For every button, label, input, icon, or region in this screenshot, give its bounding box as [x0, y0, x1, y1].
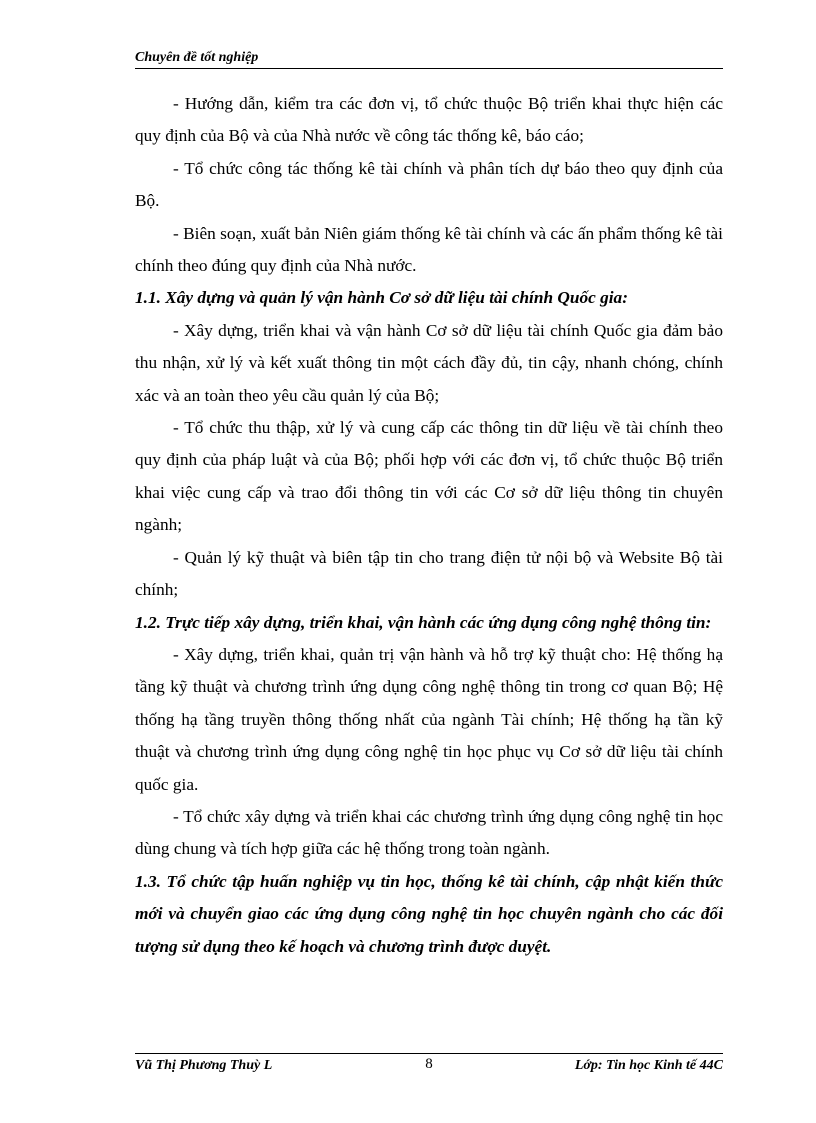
footer-author: Vũ Thị Phương Thuỳ L [135, 1058, 273, 1073]
section-heading: 1.2. Trực tiếp xây dựng, triển khai, vận hành các ứng dụng công nghệ thông tin: [135, 612, 712, 632]
page-number: 8 [425, 1056, 433, 1072]
page-content [135, 88, 723, 963]
header-title: Chuyên đề tốt nghiệp [135, 50, 259, 65]
section-heading: 1.3. Tổ chức tập huấn nghiệp vụ tin học, thống kê tài chính, cập nhật kiến thức mới và chuyển giao các ứng dụng công nghệ tin học chuyên ngành cho các đối tượng sử dụng theo kế hoạch và chương trình được duyệt. [135, 871, 723, 956]
paragraph: - Xây dựng, triển khai, quản trị vận hành và hỗ trợ kỹ thuật cho: Hệ thống hạ tầng kỹ thuật và chương trình ứng dụng công nghệ thông tin trong cơ quan Bộ; Hệ thống hạ tầng truyền thông thống nhất của ngành Tài chính; Hệ thống hạ tần kỹ thuật và chương trình ứng dụng công nghệ tin học phục vụ Cơ sở dữ liệu tài chính quốc gia. [135, 644, 723, 794]
section-heading: 1.1. Xây dựng và quản lý vận hành Cơ sở dữ liệu tài chính Quốc gia: [135, 288, 628, 308]
paragraph: - Xây dựng, triển khai và vận hành Cơ sở dữ liệu tài chính Quốc gia đảm bảo thu nhận, xử lý và kết xuất thông tin một cách đầy đủ, tin cậy, nhanh chóng, chính xác và an toàn theo yêu cầu quản lý của Bộ; [135, 320, 723, 405]
page-header [135, 48, 723, 69]
paragraph: - Quản lý kỹ thuật và biên tập tin cho trang điện tử nội bộ và Website Bộ tài chính; [135, 547, 723, 600]
paragraph: - Tổ chức công tác thống kê tài chính và phân tích dự báo theo quy định của Bộ. [135, 158, 723, 211]
paragraph: - Biên soạn, xuất bản Niên giám thống kê tài chính và các ấn phẩm thống kê tài chính theo đúng quy định của Nhà nước. [135, 223, 723, 276]
paragraph: - Hướng dẫn, kiểm tra các đơn vị, tổ chức thuộc Bộ triển khai thực hiện các quy định của Bộ và của Nhà nước về công tác thống kê, báo cáo; [135, 94, 723, 146]
footer-class: Lớp: Tin học Kinh tế 44C [574, 1058, 723, 1073]
paragraph: - Tổ chức xây dựng và triển khai các chương trình ứng dụng công nghệ tin học dùng chung và tích hợp giữa các hệ thống trong toàn ngành. [135, 806, 723, 859]
page-footer [135, 1053, 723, 1078]
paragraph: - Tổ chức thu thập, xử lý và cung cấp các thông tin dữ liệu về tài chính theo quy định của pháp luật và của Bộ; phối hợp với các đơn vị, tổ chức thuộc Bộ triển khai việc cung cấp và trao đổi thông tin với các Cơ sở dữ liệu thông tin chuyên ngành; [135, 418, 723, 535]
